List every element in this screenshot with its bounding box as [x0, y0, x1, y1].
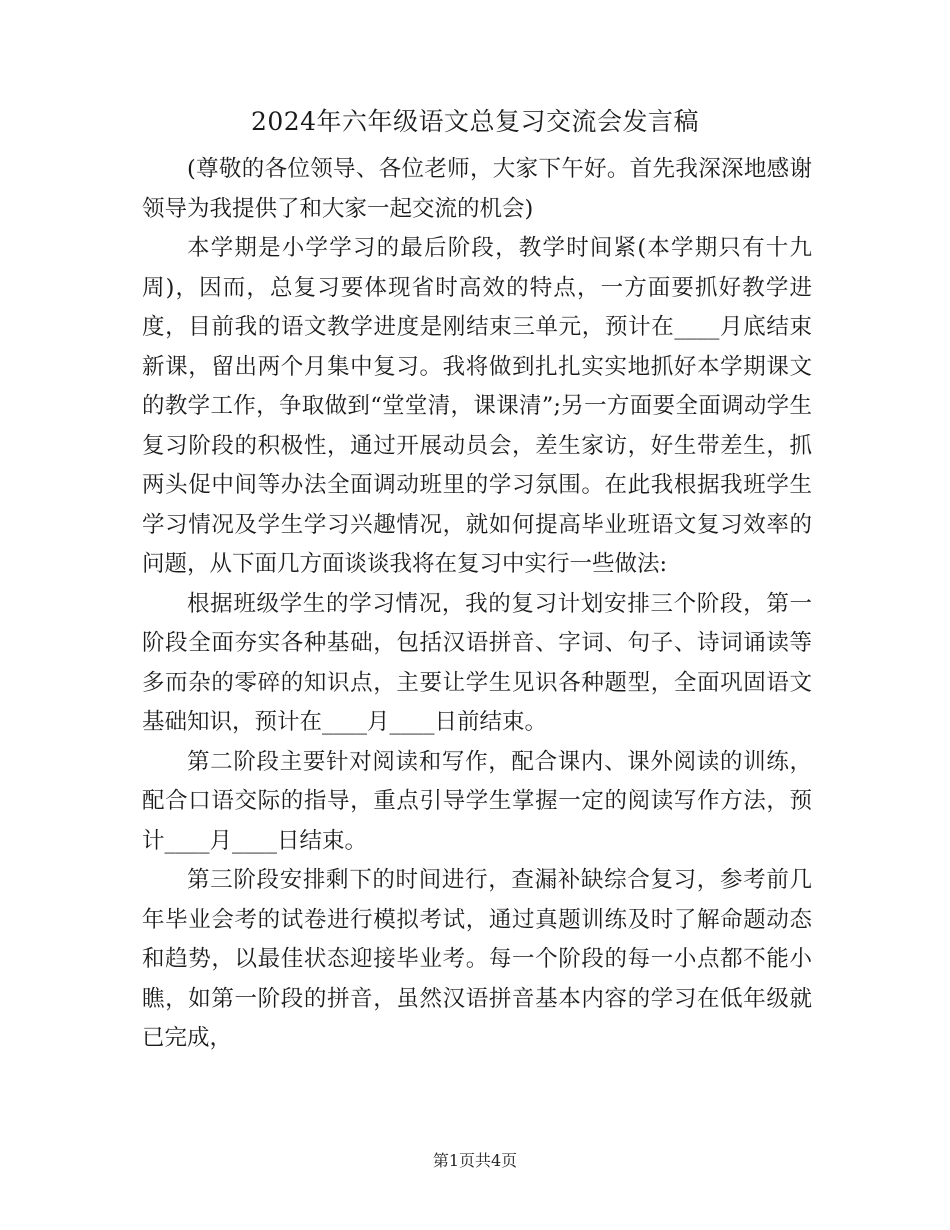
paragraph-stage-three: 第三阶段安排剩下的时间进行，查漏补缺综合复习，参考前几年毕业会考的试卷进行模拟考试，通过真题训练及时了解命题动态和趋势，以最佳状态迎接毕业考。每一个阶段的每一小点都不能小瞧，如第一阶段的拼音，虽然汉语拼音基本内容的学习在低年级就已完成， — [142, 867, 812, 1051]
document-body — [142, 150, 812, 1059]
paragraph-semester-plan: 本学期是小学学习的最后阶段，教学时间紧(本学期只有十九周)，因而，总复习要体现省时高效的特点，一方面要抓好教学进度，目前我的语文教学进度是刚结束三单元，预计在____月底结束新课，留出两个月集中复习。我将做到扎扎实实地抓好本学期课文的教学工作，争取做到“堂堂清，课课清”;另一方面要全面调动学生复习阶段的积极性，通过开展动员会，差生家访，好生带差生，抓两头促中间等办法全面调动班里的学习氛围。在此我根据我班学生学习情况及学生学习兴趣情况，就如何提高毕业班语文复习效率的问题，从下面几方面谈谈我将在复习中实行一些做法: — [142, 235, 812, 577]
paragraph-greeting: (尊敬的各位领导、各位老师，大家下午好。首先我深深地感谢领导为我提供了和大家一起交流的机会) — [142, 156, 812, 222]
document-title: 2024年六年级语文总复习交流会发言稿 — [250, 107, 700, 136]
paragraph-stage-one: 根据班级学生的学习情况，我的复习计划安排三个阶段，第一阶段全面夯实各种基础，包括汉语拼音、字词、句子、诗词诵读等多而杂的零碎的知识点，主要让学生见识各种题型，全面巩固语文基础知识，预计在____月____日前结束。 — [142, 590, 812, 735]
paragraph-stage-two: 第二阶段主要针对阅读和写作，配合课内、课外阅读的训练，配合口语交际的指导，重点引导学生掌握一定的阅读写作方法，预计____月____日结束。 — [142, 748, 812, 854]
page-number-footer: 第1页共4页 — [432, 1151, 518, 1170]
